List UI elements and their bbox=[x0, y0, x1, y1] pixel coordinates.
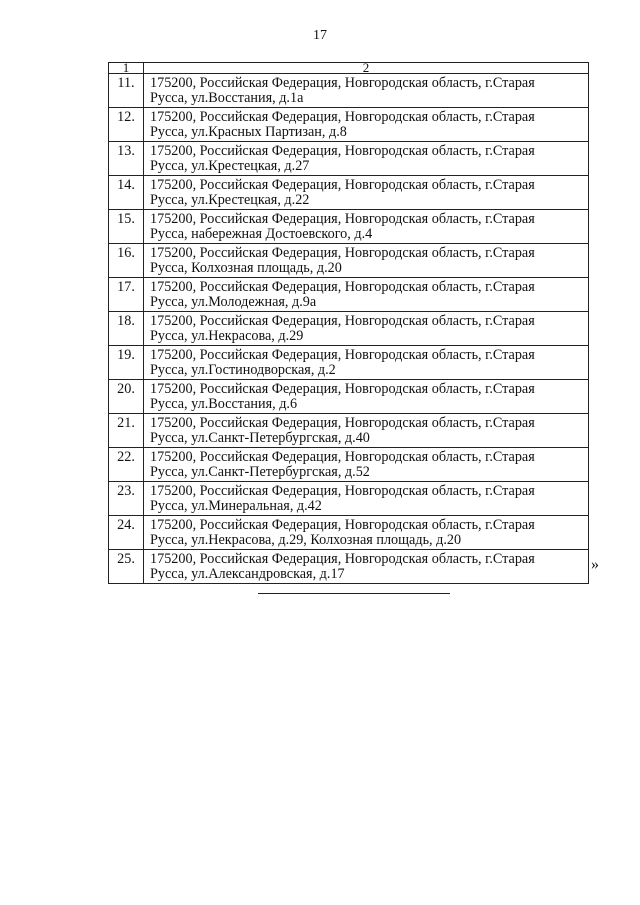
separator-line bbox=[258, 593, 450, 594]
address-line-2: Русса, ул.Молодежная, д.9а bbox=[150, 294, 317, 310]
table-row bbox=[109, 380, 589, 414]
address-cell bbox=[144, 380, 589, 414]
table-row bbox=[109, 176, 589, 210]
address-line-1: 175200, Российская Федерация, Новгородская область, г.Старая bbox=[150, 483, 535, 499]
header-col-number: 1 bbox=[109, 63, 144, 74]
row-number: 12. bbox=[109, 108, 144, 142]
row-number: 25. bbox=[109, 550, 144, 584]
address-line-2: Русса, ул.Санкт-Петербургская, д.40 bbox=[150, 430, 370, 446]
address-cell bbox=[144, 278, 589, 312]
address-cell bbox=[144, 550, 589, 584]
address-cell bbox=[144, 108, 589, 142]
table-row bbox=[109, 74, 589, 108]
closing-quote: » bbox=[591, 556, 599, 573]
table-row bbox=[109, 244, 589, 278]
address-line-2: Русса, ул.Некрасова, д.29 bbox=[150, 328, 304, 344]
address-line-1: 175200, Российская Федерация, Новгородская область, г.Старая bbox=[150, 75, 535, 91]
address-cell bbox=[144, 516, 589, 550]
row-number: 17. bbox=[109, 278, 144, 312]
table-body bbox=[109, 74, 589, 584]
address-line-1: 175200, Российская Федерация, Новгородская область, г.Старая bbox=[150, 177, 535, 193]
row-number: 21. bbox=[109, 414, 144, 448]
table-row bbox=[109, 278, 589, 312]
address-line-1: 175200, Российская Федерация, Новгородская область, г.Старая bbox=[150, 415, 535, 431]
address-line-2: Русса, ул.Крестецкая, д.22 bbox=[150, 192, 310, 208]
table-row bbox=[109, 312, 589, 346]
table-row bbox=[109, 142, 589, 176]
address-cell bbox=[144, 346, 589, 380]
row-number: 22. bbox=[109, 448, 144, 482]
row-number: 16. bbox=[109, 244, 144, 278]
address-line-2: Русса, набережная Достоевского, д.4 bbox=[150, 226, 373, 242]
row-number: 14. bbox=[109, 176, 144, 210]
address-line-1: 175200, Российская Федерация, Новгородская область, г.Старая bbox=[150, 347, 535, 363]
table-row bbox=[109, 346, 589, 380]
table-row bbox=[109, 516, 589, 550]
row-number: 23. bbox=[109, 482, 144, 516]
address-line-1: 175200, Российская Федерация, Новгородская область, г.Старая bbox=[150, 313, 535, 329]
address-line-1: 175200, Российская Федерация, Новгородская область, г.Старая bbox=[150, 245, 535, 261]
address-line-2: Русса, ул.Александровская, д.17 bbox=[150, 566, 345, 582]
address-table bbox=[108, 62, 589, 584]
row-number: 13. bbox=[109, 142, 144, 176]
address-line-2: Русса, Колхозная площадь, д.20 bbox=[150, 260, 342, 276]
page-number: 17 bbox=[313, 28, 327, 43]
address-line-2: Русса, ул.Восстания, д.1а bbox=[150, 90, 304, 106]
address-line-2: Русса, ул.Некрасова, д.29, Колхозная площадь, д.20 bbox=[150, 532, 462, 548]
row-number: 18. bbox=[109, 312, 144, 346]
address-cell bbox=[144, 482, 589, 516]
address-cell bbox=[144, 210, 589, 244]
address-cell bbox=[144, 74, 589, 108]
address-line-2: Русса, ул.Гостинодворская, д.2 bbox=[150, 362, 336, 378]
address-cell bbox=[144, 414, 589, 448]
row-number: 24. bbox=[109, 516, 144, 550]
address-line-1: 175200, Российская Федерация, Новгородская область, г.Старая bbox=[150, 109, 535, 125]
address-line-1: 175200, Российская Федерация, Новгородская область, г.Старая bbox=[150, 449, 535, 465]
table-row bbox=[109, 414, 589, 448]
table-row bbox=[109, 550, 589, 584]
address-line-1: 175200, Российская Федерация, Новгородская область, г.Старая bbox=[150, 143, 535, 159]
address-line-1: 175200, Российская Федерация, Новгородская область, г.Старая bbox=[150, 279, 535, 295]
table-row bbox=[109, 448, 589, 482]
address-line-1: 175200, Российская Федерация, Новгородская область, г.Старая bbox=[150, 517, 535, 533]
table-row bbox=[109, 108, 589, 142]
address-line-1: 175200, Российская Федерация, Новгородская область, г.Старая bbox=[150, 211, 535, 227]
address-line-2: Русса, ул.Санкт-Петербургская, д.52 bbox=[150, 464, 370, 480]
address-cell bbox=[144, 176, 589, 210]
row-number: 20. bbox=[109, 380, 144, 414]
address-cell bbox=[144, 448, 589, 482]
address-line-2: Русса, ул.Крестецкая, д.27 bbox=[150, 158, 310, 174]
address-cell bbox=[144, 244, 589, 278]
header-row bbox=[109, 63, 589, 74]
row-number: 11. bbox=[109, 74, 144, 108]
address-line-2: Русса, ул.Восстания, д.6 bbox=[150, 396, 298, 412]
address-cell bbox=[144, 142, 589, 176]
table-row bbox=[109, 210, 589, 244]
table-row bbox=[109, 482, 589, 516]
address-line-1: 175200, Российская Федерация, Новгородская область, г.Старая bbox=[150, 551, 535, 567]
row-number: 15. bbox=[109, 210, 144, 244]
address-cell bbox=[144, 312, 589, 346]
address-line-1: 175200, Российская Федерация, Новгородская область, г.Старая bbox=[150, 381, 535, 397]
address-line-2: Русса, ул.Красных Партизан, д.8 bbox=[150, 124, 347, 140]
header-col-address: 2 bbox=[144, 63, 589, 74]
address-line-2: Русса, ул.Минеральная, д.42 bbox=[150, 498, 322, 514]
row-number: 19. bbox=[109, 346, 144, 380]
